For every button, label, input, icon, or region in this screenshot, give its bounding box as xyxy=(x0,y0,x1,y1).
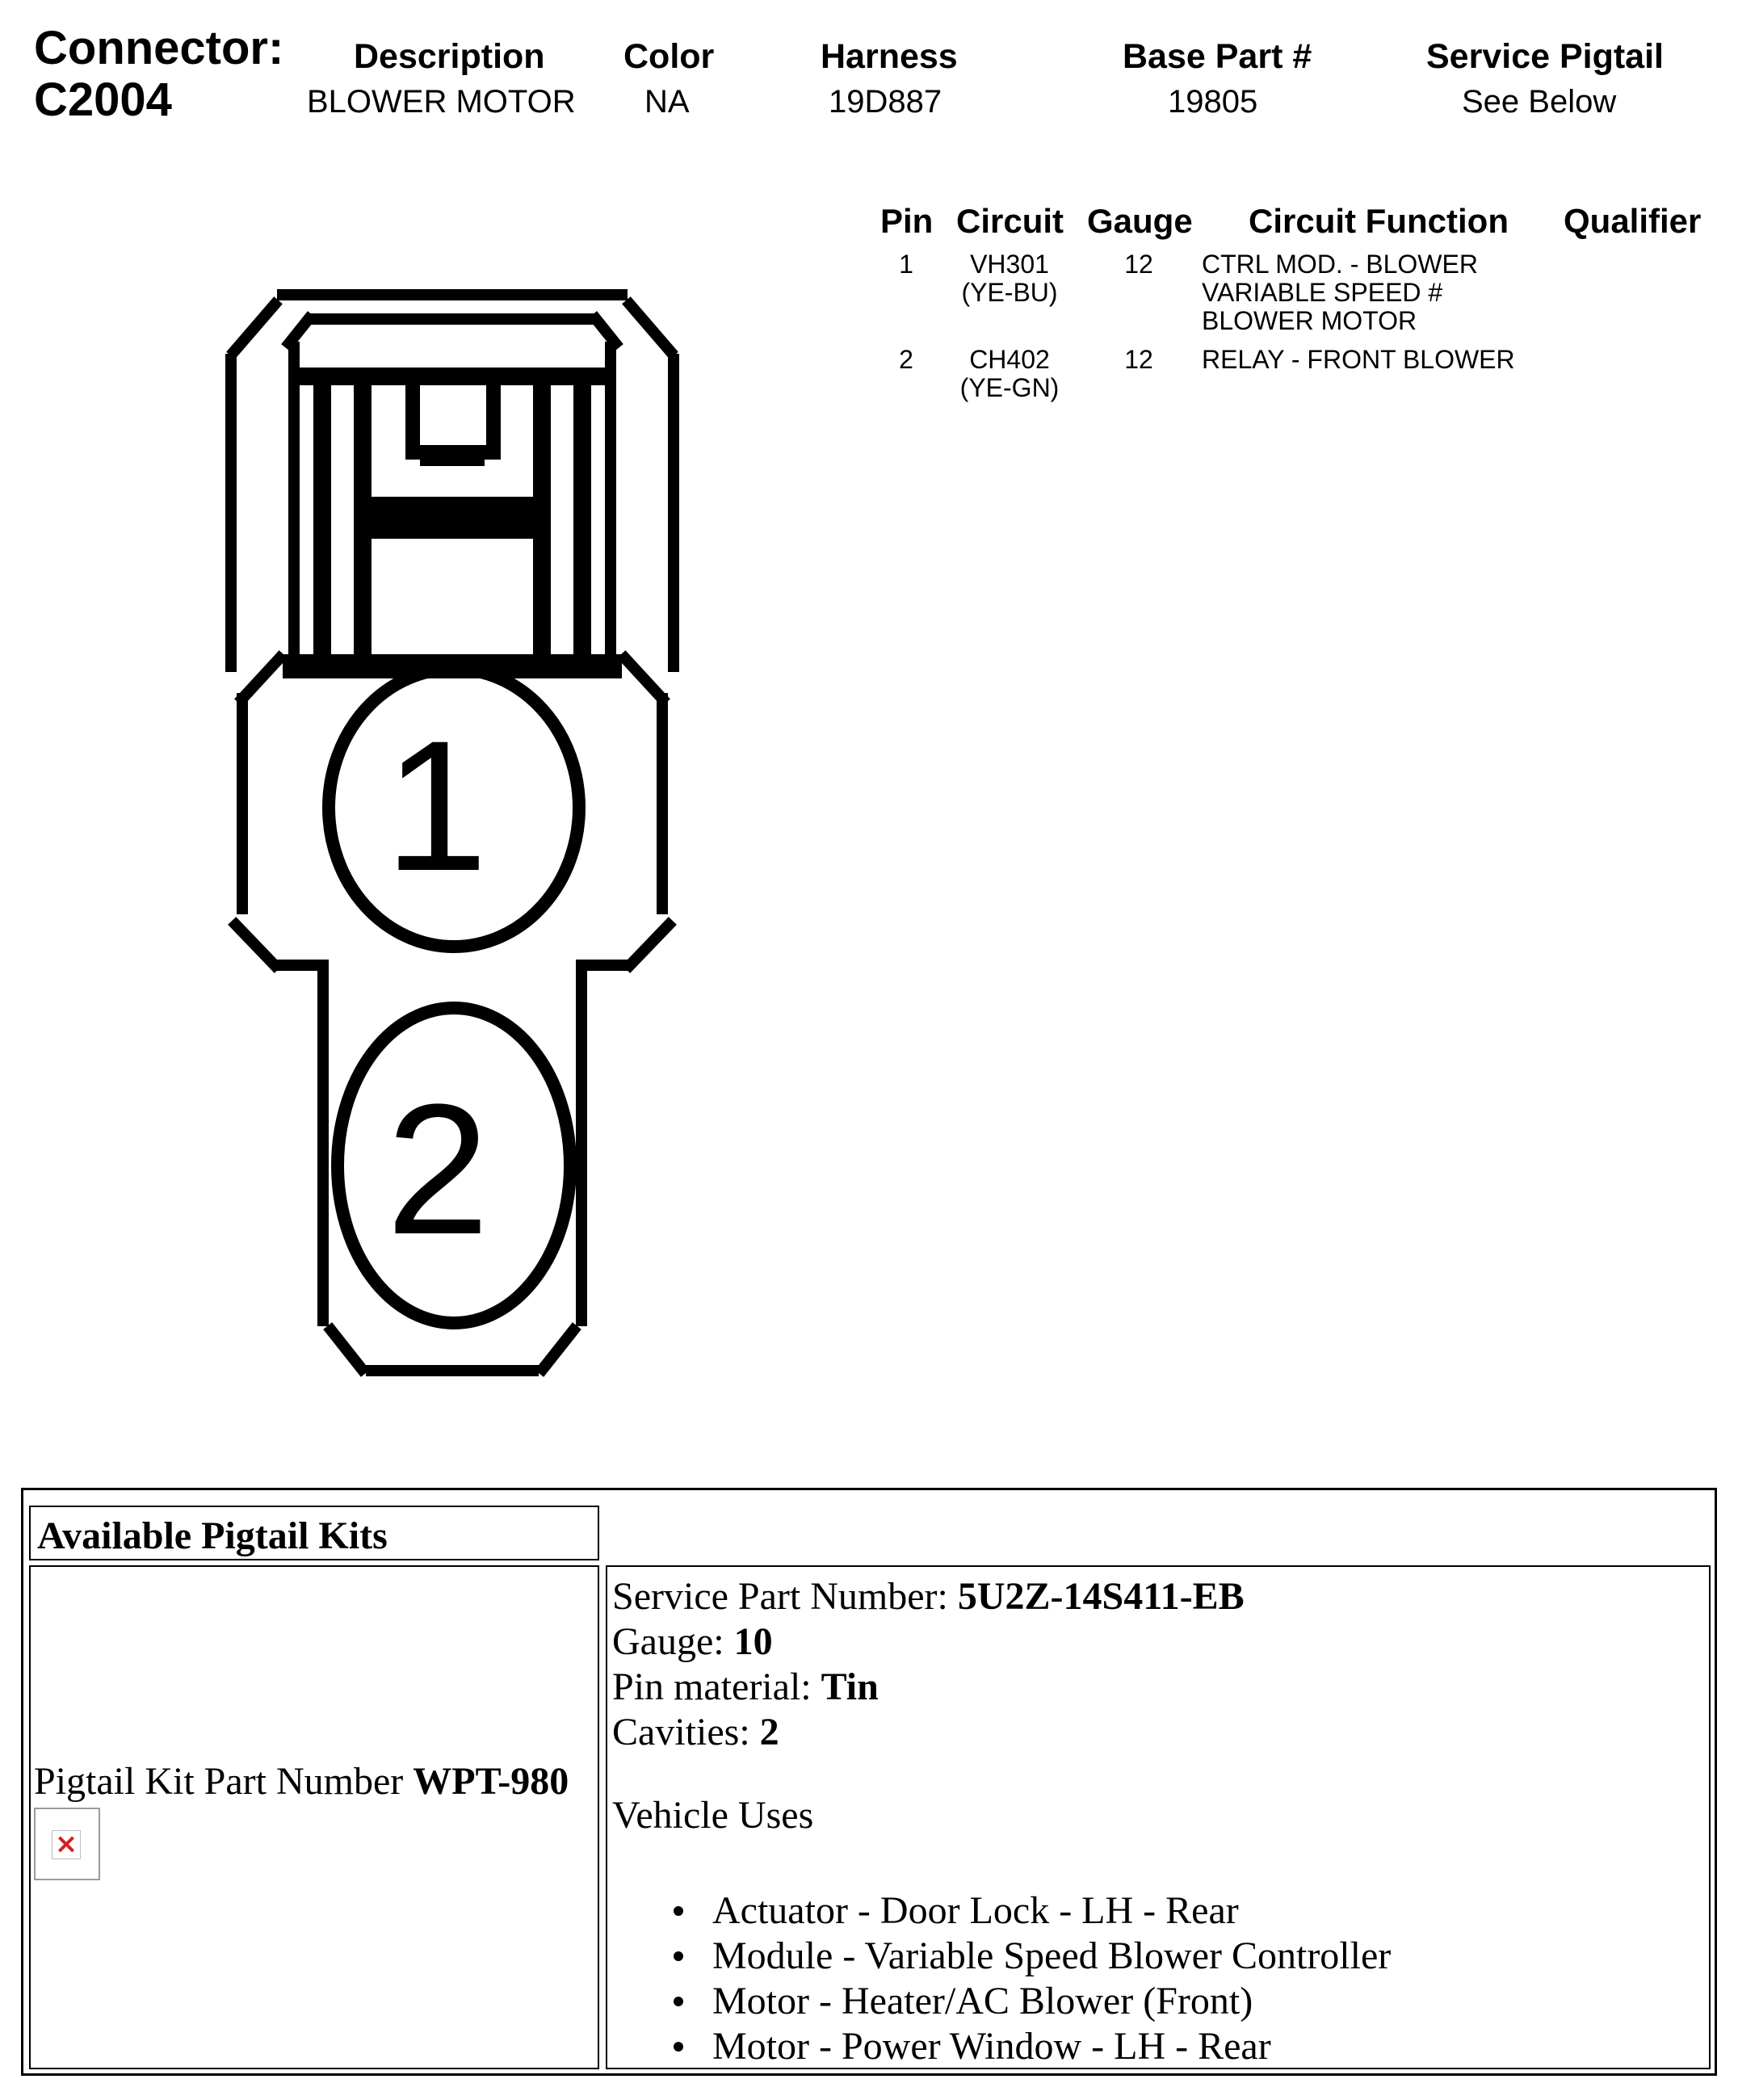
spec-cavities xyxy=(612,1711,779,1754)
description-value: BLOWER MOTOR xyxy=(307,84,576,120)
connector-title xyxy=(34,23,283,126)
vehicle-use-text: Motor - Power Window - LH - Rear xyxy=(712,2025,1271,2068)
vehicle-use-text: Actuator - Door Lock - LH - Rear xyxy=(712,1889,1239,1932)
list-item xyxy=(607,1979,1391,2024)
bullet-icon xyxy=(674,1997,683,2006)
circuit-id: VH301 xyxy=(970,250,1049,279)
gauge-value: 12 xyxy=(1124,345,1153,374)
spec-service-part-number xyxy=(612,1575,1245,1619)
harness-value: 19D887 xyxy=(829,84,942,120)
circuit-function xyxy=(1202,346,1515,374)
spec-label: Cavities: xyxy=(612,1711,760,1754)
gauge-column-header: Gauge xyxy=(1087,202,1193,240)
connector-id: C2004 xyxy=(34,74,172,126)
list-item xyxy=(607,1888,1391,1934)
vehicle-use-text: Motor - Heater/AC Blower (Front) xyxy=(712,1980,1253,2022)
circuit-code xyxy=(953,250,1066,307)
base-part-header: Base Part # xyxy=(1123,37,1312,76)
service-pigtail-value: See Below xyxy=(1462,84,1617,120)
spec-label: Pin material: xyxy=(612,1665,821,1708)
circuit-id: CH402 xyxy=(969,345,1050,374)
connector-outline xyxy=(231,295,674,666)
spec-gauge xyxy=(612,1620,773,1664)
vehicle-uses-list xyxy=(607,1888,1391,2069)
circuit-function-line: RELAY - FRONT BLOWER xyxy=(1202,345,1515,374)
function-column-header: Circuit Function xyxy=(1249,202,1509,240)
vehicle-use-text: Module - Variable Speed Blower Controller xyxy=(712,1934,1392,1977)
circuit-column-header: Circuit xyxy=(956,202,1064,240)
circuit-function-line: VARIABLE SPEED # xyxy=(1202,278,1443,307)
description-header: Description xyxy=(354,37,545,76)
broken-image-x-icon: × xyxy=(52,1830,81,1859)
circuit-function-line: BLOWER MOTOR xyxy=(1202,306,1417,335)
qualifier-column-header: Qualifier xyxy=(1564,202,1702,240)
bullet-icon xyxy=(674,1906,683,1916)
pigtail-kits-title-cell xyxy=(29,1506,599,1560)
spec-value: 5U2Z-14S411-EB xyxy=(957,1575,1245,1618)
latch-body xyxy=(283,368,622,678)
color-value: NA xyxy=(644,84,690,120)
circuit-function-line: CTRL MOD. - BLOWER xyxy=(1202,250,1478,279)
list-item xyxy=(607,2024,1391,2069)
pin-number: 1 xyxy=(899,250,913,279)
spec-value: 10 xyxy=(733,1620,773,1663)
circuit-function xyxy=(1202,250,1478,335)
base-part-value: 19805 xyxy=(1168,84,1258,120)
vehicle-uses-heading: Vehicle Uses xyxy=(612,1794,814,1837)
spec-pin-material xyxy=(612,1665,879,1709)
pigtail-kit-part-number xyxy=(34,1759,569,1804)
gauge-value: 12 xyxy=(1124,250,1153,279)
service-pigtail-header: Service Pigtail xyxy=(1426,37,1664,76)
pin-number: 2 xyxy=(899,345,913,374)
spec-label: Service Part Number: xyxy=(612,1575,958,1618)
bullet-icon xyxy=(674,2042,683,2052)
list-item xyxy=(607,1934,1391,1979)
harness-header: Harness xyxy=(821,37,958,76)
cavity-2-label: 2 xyxy=(386,1065,489,1273)
pigtail-kits-title: Available Pigtail Kits xyxy=(37,1514,388,1557)
kit-part-label: Pigtail Kit Part Number xyxy=(34,1760,414,1803)
spec-value: 2 xyxy=(759,1711,779,1754)
broken-image-icon xyxy=(34,1808,100,1880)
connector-label: Connector: xyxy=(34,22,284,74)
circuit-code xyxy=(953,346,1066,402)
kit-part-number: WPT-980 xyxy=(413,1760,569,1803)
bullet-icon xyxy=(674,1951,683,1961)
spec-label: Gauge: xyxy=(612,1620,734,1663)
pigtail-kit-cell xyxy=(29,1565,599,2069)
cavity-1-label: 1 xyxy=(384,702,488,909)
circuit-color: (YE-BU) xyxy=(961,278,1058,307)
spec-value: Tin xyxy=(821,1665,879,1708)
pigtail-kit-details-cell xyxy=(606,1565,1711,2069)
connector-face-drawing xyxy=(218,287,703,1393)
color-header: Color xyxy=(623,37,715,76)
pin-column-header: Pin xyxy=(880,202,934,240)
circuit-color: (YE-GN) xyxy=(959,373,1060,402)
